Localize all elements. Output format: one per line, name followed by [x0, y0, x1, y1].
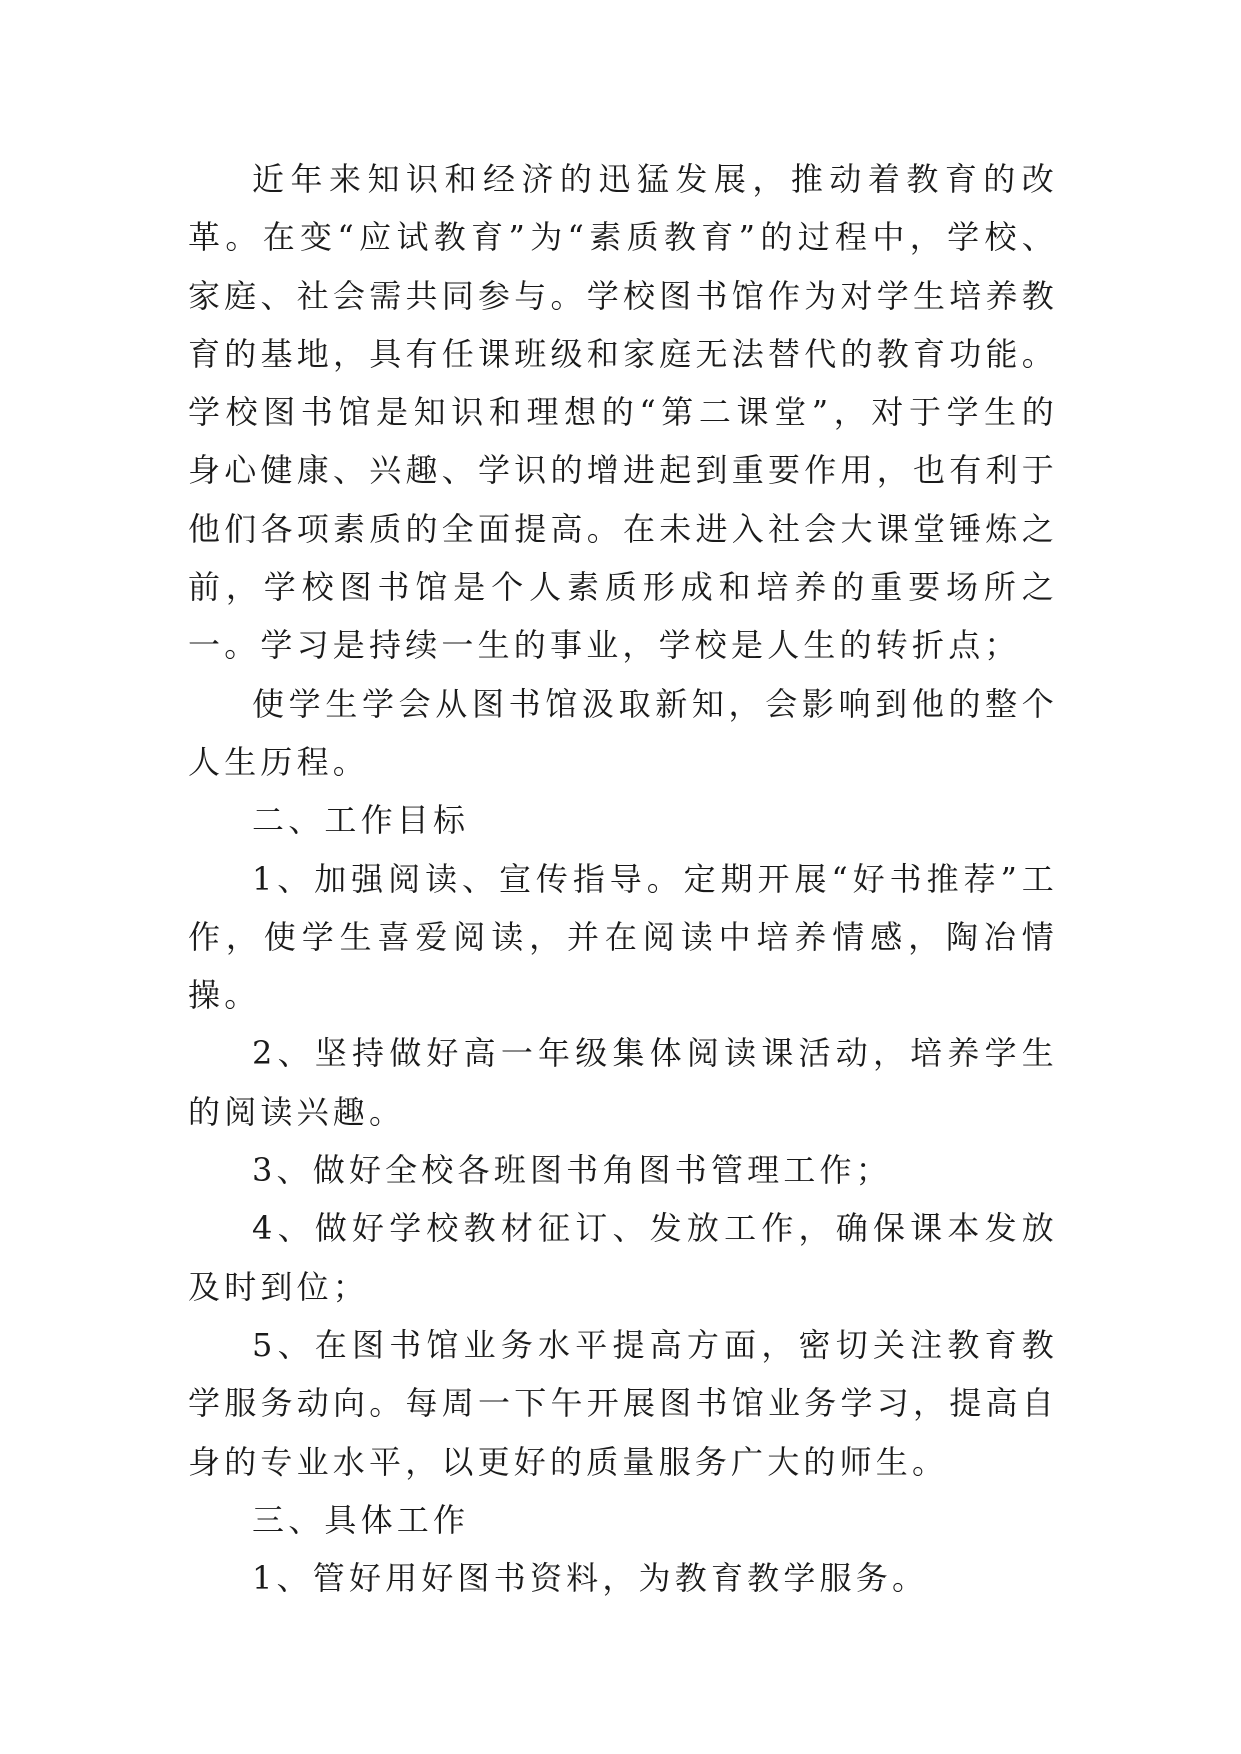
goal-item-3: 3、做好全校各班图书角图书管理工作；	[252, 1151, 892, 1190]
goal-item-5: 5、在图书馆业务水平提高方面，密切关注教育教学服务动向。每周一下午开展图书馆业务学习，提高自身的专业水平，以更好的质量服务广大的师生。	[188, 1325, 1058, 1481]
document-page	[188, 150, 1058, 1607]
goal-item-1: 1、加强阅读、宣传指导。定期开展“好书推荐”工作，使学生喜爱阅读，并在阅读中培养情感，陶冶情操。	[188, 859, 1058, 1015]
goal-item-4: 4、做好学校教材征订、发放工作，确保课本发放及时到位；	[188, 1209, 1058, 1306]
goal-item-2: 2、坚持做好高一年级集体阅读课活动，培养学生的阅读兴趣。	[188, 1034, 1058, 1131]
paragraph-intro: 近年来知识和经济的迅猛发展，推动着教育的改革。在变“应试教育”为“素质教育”的过程中，学校、家庭、社会需共同参与。学校图书馆作为对学生培养教育的基地，具有任课班级和家庭无法替代的教育功能。学校图书馆是知识和理想的“第二课堂”，对于学生的身心健康、兴趣、学识的增进起到重要作用，也有利于他们各项素质的全面提高。在未进入社会大课堂锤炼之前，学校图书馆是个人素质形成和培养的重要场所之一。学习是持续一生的事业，学校是人生的转折点；	[188, 160, 1058, 665]
section-heading-tasks: 三、具体工作	[252, 1500, 470, 1539]
section-heading-goals: 二、工作目标	[252, 801, 470, 840]
task-item-1: 1、管好用好图书资料，为教育教学服务。	[252, 1559, 929, 1598]
paragraph-library-benefit: 使学生学会从图书馆汲取新知，会影响到他的整个人生历程。	[188, 684, 1058, 781]
